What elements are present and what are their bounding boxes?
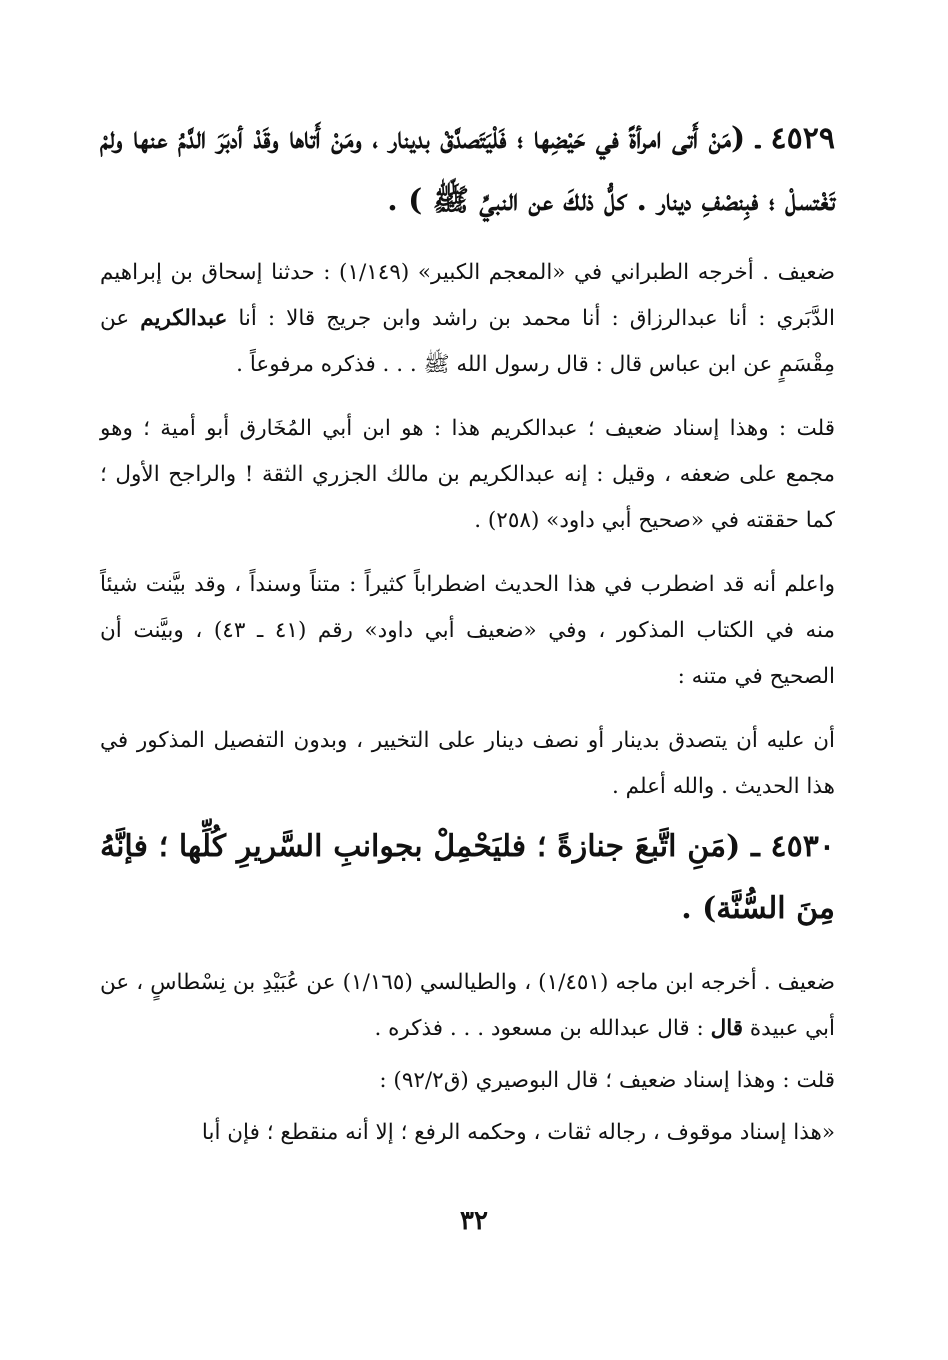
page-number: ٣٢	[460, 1206, 488, 1236]
takhrij-4529-end: عن مِقْسَمٍ عن ابن عباس قال : قال رسول الله ﷺ . . . فذكره مرفوعاً .	[100, 306, 835, 377]
takhrij-4530-text: ضعيف . أخرجه ابن ماجه (١/٤٥١) ، والطيالسي (١/١٦٥) عن عُبَيْدِ بن نِسْطاسٍ ، عن أبي عبيدة	[100, 970, 835, 1041]
takhrij-4530	[100, 960, 835, 1052]
hadith-4530: ٤٥٣٠ ـ (مَنِ اتَّبعَ جنازةً ؛ فليَحْمِلْ بجوانبِ السَّريرِ كُلِّها ؛ فإنَّهُ مِنَ السُّنَّة) .	[100, 829, 835, 926]
hadith-4529: ٤٥٢٩ ـ (مَنْ أَتى امرأةً في حَيْضِها ؛ فَلْيَتَصدَّقْ بدينار ، ومَنْ أَتاها وقَدْ أدبَرَ الدَّمُ عنها ولمْ تَغْتسلْ ؛ فبِنصْفِ دينار . كلُّ ذلكَ عن النبيِّ ﷺ ) .	[100, 121, 835, 218]
takhrij-4530-bold: قال	[710, 1016, 744, 1041]
takhrij-4530-end: : قال عبدالله بن مسعود . . . فذكره .	[374, 1016, 704, 1041]
takhrij-4529-bold: عبدالكريم	[140, 306, 228, 331]
comment-4529-3: أن عليه أن يتصدق بدينار أو نصف دينار على التخيير ، وبدون التفصيل المذكور في هذا الحديث . والله أعلم .	[100, 728, 835, 799]
takhrij-4529-text: ضعيف . أخرجه الطبراني في «المعجم الكبير» (١/١٤٩) : حدثنا إسحاق بن إبراهيم الدَّبَري : أنا عبدالرزاق : أنا محمد بن راشد وابن جريج قالا : أنا	[100, 260, 836, 331]
takhrij-4529	[100, 250, 835, 388]
quote-busiri: «هذا إسناد موقوف ، رجاله ثقات ، وحكمه الرفع ؛ إلا أنه منقطع ؛ فإن أبا	[201, 1120, 835, 1145]
comment-4530-1: قلت : وهذا إسناد ضعيف ؛ قال البوصيري (ق٩٢/٢) :	[379, 1068, 835, 1093]
page-body	[100, 108, 835, 1156]
comment-4529-2: واعلم أنه قد اضطرب في هذا الحديث اضطراباً كثيراً : متناً وسنداً ، وقد بيَّنت شيئاً منه في الكتاب المذكور ، وفي «ضعيف أبي داود» رقم (٤١ ـ ٤٣) ، وبيَّنت أن الصحيح في متنه :	[100, 572, 836, 689]
comment-4529-1: قلت : وهذا إسناد ضعيف ؛ عبدالكريم هذا : هو ابن أبي المُخَارق أبو أمية ؛ وهو مجمع على ضعفه ، وقيل : إنه عبدالكريم بن مالك الجزري الثقة ! والراجح الأول ؛ كما حققته في «صحيح أبي داود» (٢٥٨) .	[100, 416, 835, 533]
